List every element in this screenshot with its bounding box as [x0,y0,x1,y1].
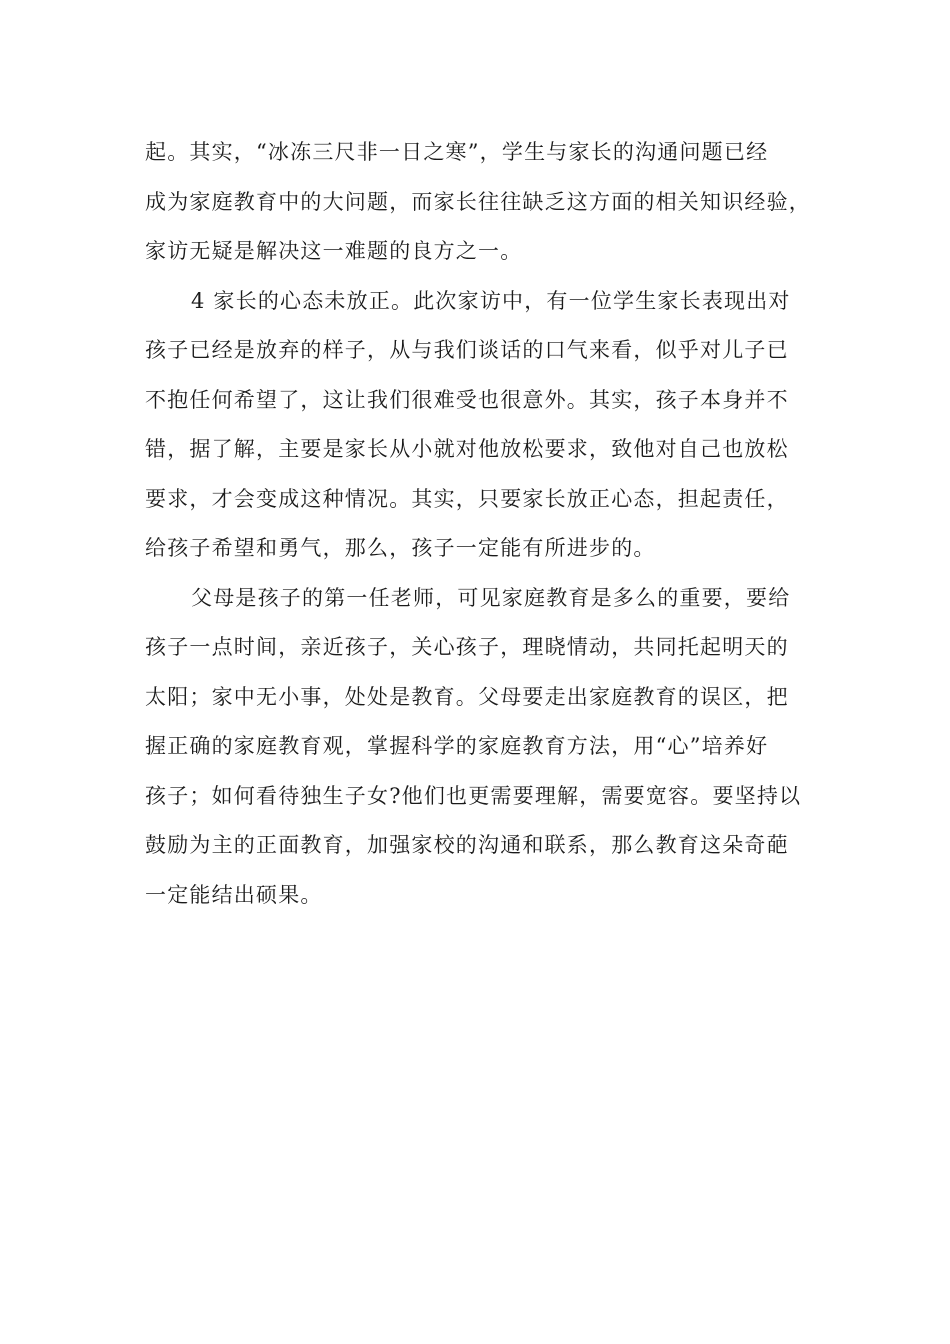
paragraph-3 [145,576,825,923]
text-line: 太阳；家中无小事，处处是教育。父母要走出家庭教育的误区，把 [145,684,789,709]
text-line: 4 家长的心态未放正。此次家访中，有一位学生家长表现出对 [191,288,791,313]
document-body [145,130,825,922]
text-line: 一定能结出硕果。 [145,882,323,907]
text-line: 错，据了解，主要是家长从小就对他放松要求，致他对自己也放松 [145,437,789,461]
text-line: 家访无疑是解决这一难题的良方之一。 [145,239,523,263]
text-line: 要求，才会变成这种情况。其实，只要家长放正心态，担起责任， [145,486,789,511]
text-line: 父母是孩子的第一任老师，可见家庭教育是多么的重要，要给 [191,585,791,610]
text-line: 孩子；如何看待独生子女?他们也更需要理解，需要宽容。要坚持以 [145,783,802,808]
paragraph-2 [145,279,825,576]
text-line: 给孩子希望和勇气，那么，孩子一定能有所进步的。 [145,536,656,560]
text-line: 孩子已经是放弃的样子，从与我们谈话的口气来看，似乎对儿子已 [145,338,789,362]
text-line: 握正确的家庭教育观，掌握科学的家庭教育方法，用“心”培养好 [145,734,769,758]
text-line: 起。其实，“冰冻三尺非一日之寒”，学生与家长的沟通问题已经 [145,140,769,164]
paragraph-1 [145,130,825,279]
text-line: 鼓励为主的正面教育，加强家校的沟通和联系，那么教育这朵奇葩 [145,833,789,857]
text-line: 不抱任何希望了，这让我们很难受也很意外。其实，孩子本身并不 [145,387,789,412]
text-line: 孩子一点时间，亲近孩子，关心孩子，理晓情动，共同托起明天的 [145,635,789,659]
text-line: 成为家庭教育中的大问题，而家长往往缺乏这方面的相关知识经验， [145,189,811,214]
